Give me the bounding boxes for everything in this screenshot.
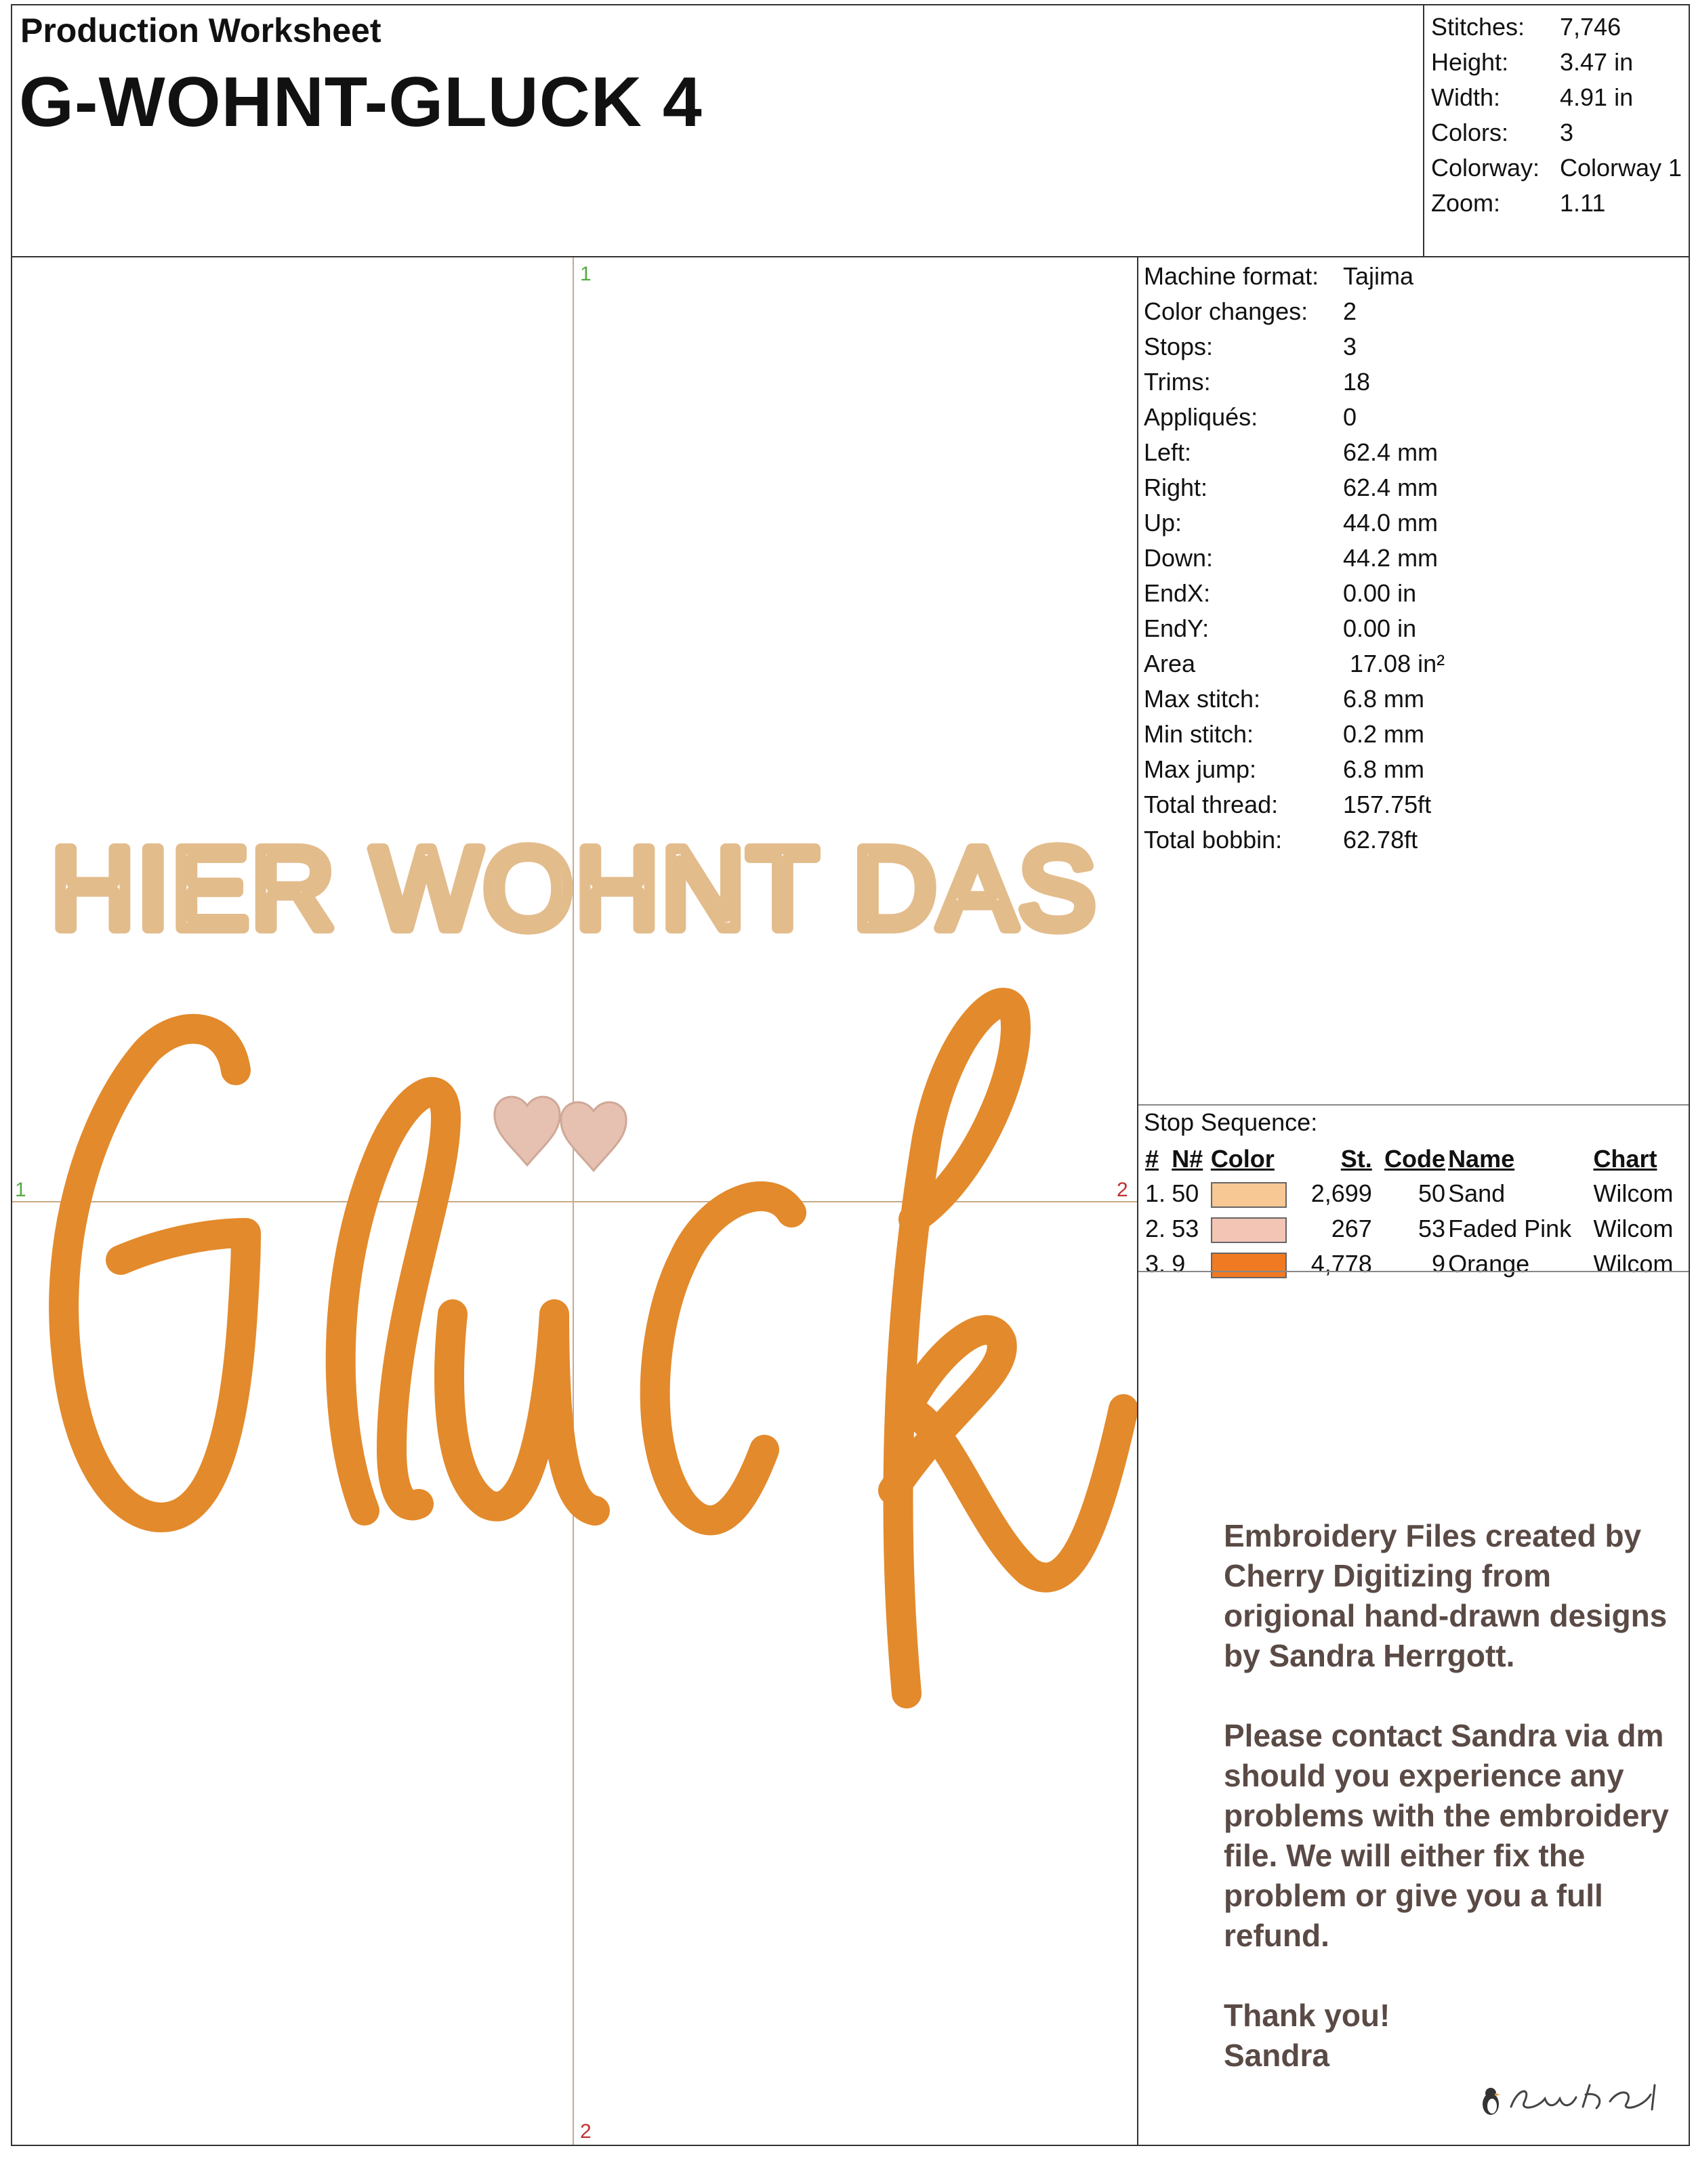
stat-row	[1138, 541, 1689, 576]
stop-code: 53	[1418, 1215, 1446, 1242]
stop-thread-number: 50	[1172, 1179, 1199, 1207]
summary-value: 4.91 in	[1560, 83, 1634, 111]
summary-row	[1424, 9, 1691, 45]
stat-row	[1138, 646, 1689, 681]
design-name-title: G-WOHNT-GLUCK 4	[19, 63, 703, 142]
embroidery-script-word	[64, 1003, 1123, 1694]
stat-row	[1138, 294, 1689, 329]
stat-key: Down:	[1144, 544, 1214, 572]
stat-value: 0	[1343, 403, 1357, 431]
stat-row	[1138, 681, 1689, 717]
stat-key: Min stitch:	[1144, 720, 1254, 748]
summary-value: 7,746	[1560, 13, 1621, 41]
stat-value: 6.8 mm	[1343, 685, 1425, 713]
script-letter-c	[655, 1196, 791, 1520]
stat-row	[1138, 364, 1689, 400]
heart-icon	[561, 1102, 626, 1171]
stop-sequence-column-header: St.	[1340, 1145, 1372, 1173]
summary-key: Colorway:	[1431, 154, 1540, 182]
stat-key: Total thread:	[1144, 791, 1279, 818]
stop-thread-number: 53	[1172, 1215, 1199, 1242]
stat-key: Right:	[1144, 474, 1208, 501]
stat-value: 44.2 mm	[1343, 544, 1439, 572]
stat-row	[1138, 329, 1689, 364]
summary-row	[1424, 115, 1691, 150]
axis-label-top: 1	[580, 263, 592, 285]
design-preview-svg	[12, 257, 1137, 2145]
design-summary-panel	[1423, 5, 1691, 257]
stat-row	[1138, 822, 1689, 858]
stop-stitch-count: 2,699	[1310, 1179, 1372, 1207]
note-signoff: Sandra	[1224, 2038, 1329, 2073]
stat-key: Up:	[1144, 509, 1182, 537]
axis-label-right: 2	[1117, 1179, 1128, 1201]
stop-sequence-column-header: Color	[1210, 1145, 1275, 1173]
stat-value: 0.2 mm	[1343, 720, 1425, 748]
stat-row	[1138, 717, 1689, 752]
stat-key: Left:	[1144, 438, 1192, 466]
stop-sequence-label: Stop Sequence:	[1138, 1104, 1689, 1137]
embroidery-top-text: HIER WOHNT DAS	[51, 824, 1098, 953]
stop-sequence-column-header: Name	[1448, 1145, 1515, 1173]
author-note	[1224, 1516, 1671, 2076]
summary-row	[1424, 150, 1691, 186]
summary-row	[1424, 45, 1691, 80]
stop-color-swatch-cell	[1210, 1211, 1300, 1246]
stat-value: 6.8 mm	[1343, 755, 1425, 783]
script-letter-g	[64, 1029, 246, 1517]
stop-index: 1.	[1145, 1179, 1166, 1207]
summary-value: Colorway 1	[1560, 154, 1682, 182]
worksheet-subtitle: Production Worksheet	[20, 12, 381, 49]
stat-value: 62.4 mm	[1343, 438, 1439, 466]
divider	[1138, 1271, 1689, 1272]
heart-icon	[495, 1097, 560, 1165]
stat-value: 2	[1343, 297, 1357, 325]
stat-value: 62.4 mm	[1343, 474, 1439, 501]
stop-chart: Wilcom	[1593, 1215, 1674, 1242]
worksheet-header	[11, 4, 1690, 257]
stop-sequence-row	[1144, 1176, 1687, 1211]
summary-key: Width:	[1431, 83, 1501, 111]
stat-key: Total bobbin:	[1144, 826, 1283, 854]
stop-code: 50	[1418, 1179, 1446, 1207]
stop-color-swatch-cell	[1210, 1176, 1300, 1211]
axis-label-bottom: 2	[580, 2120, 592, 2143]
stop-stitch-count: 267	[1331, 1215, 1372, 1242]
script-letter-k	[893, 1003, 1123, 1694]
script-letter-l	[341, 1092, 446, 1511]
stat-key: Max jump:	[1144, 755, 1257, 783]
stat-value: 0.00 in	[1343, 614, 1417, 642]
summary-row	[1424, 80, 1691, 115]
stat-key: Max stitch:	[1144, 685, 1261, 713]
stat-key: Stops:	[1144, 333, 1214, 360]
stat-key: Area	[1144, 650, 1196, 677]
stat-key: Appliqués:	[1144, 403, 1258, 431]
summary-key: Stitches:	[1431, 13, 1525, 41]
stat-value: 44.0 mm	[1343, 509, 1439, 537]
stat-value: 18	[1343, 368, 1371, 396]
note-thanks: Thank you!	[1224, 1998, 1390, 2033]
stat-value: 0.00 in	[1343, 579, 1417, 607]
stop-color-swatch-cell	[1210, 1246, 1300, 1282]
stop-code: 9	[1432, 1250, 1446, 1278]
summary-key: Zoom:	[1431, 189, 1501, 217]
stat-value: 62.78ft	[1343, 826, 1418, 854]
stat-key: EndY:	[1144, 614, 1210, 642]
stat-key: Machine format:	[1144, 262, 1319, 290]
stat-row	[1138, 470, 1689, 505]
note-paragraph-credit: Embroidery Files created by Cherry Digitizing from origional hand-drawn designs by Sandra Herrgott.	[1224, 1518, 1668, 1673]
stat-value: 157.75ft	[1343, 791, 1432, 818]
summary-key: Height:	[1431, 48, 1509, 76]
stop-color-name: Faded Pink	[1448, 1215, 1572, 1242]
summary-row	[1424, 186, 1691, 221]
stop-stitch-count: 4,778	[1310, 1250, 1372, 1278]
stop-index: 2.	[1145, 1215, 1166, 1242]
stop-sequence-row	[1144, 1211, 1687, 1246]
stop-sequence-column-header: Chart	[1593, 1145, 1657, 1173]
color-swatch	[1211, 1217, 1287, 1243]
stat-row	[1138, 611, 1689, 646]
heart-icons-pair	[495, 1097, 626, 1171]
stat-value: 17.08 in²	[1343, 650, 1445, 677]
stop-chart: Wilcom	[1593, 1250, 1674, 1278]
stat-key: Trims:	[1144, 368, 1211, 396]
design-preview-canvas	[11, 256, 1138, 2146]
stop-color-name: Orange	[1448, 1250, 1530, 1278]
axis-label-left: 1	[15, 1179, 26, 1201]
summary-value: 3.47 in	[1560, 48, 1634, 76]
stats-list	[1138, 259, 1689, 858]
stop-sequence-table	[1144, 1142, 1687, 1282]
stop-index: 3.	[1145, 1250, 1166, 1278]
stat-row	[1138, 435, 1689, 470]
summary-value: 1.11	[1560, 189, 1606, 217]
stop-sequence-row	[1144, 1246, 1687, 1282]
stat-row	[1138, 752, 1689, 787]
stat-row	[1138, 400, 1689, 435]
stat-row	[1138, 505, 1689, 541]
note-paragraph-contact: Please contact Sandra via dm should you experience any problems with the embroidery file. We will either fix the problem or give you a full refund.	[1224, 1718, 1669, 1953]
stop-sequence-column-header: #	[1145, 1145, 1159, 1173]
stop-chart: Wilcom	[1593, 1179, 1674, 1207]
stat-key: Color changes:	[1144, 297, 1308, 325]
stat-row	[1138, 259, 1689, 294]
stat-value: Tajima	[1343, 262, 1414, 290]
color-swatch	[1211, 1182, 1287, 1208]
penguin-icon	[1483, 2088, 1500, 2115]
stop-sequence-column-header: Code	[1384, 1145, 1446, 1173]
summary-value: 3	[1560, 119, 1574, 146]
stat-key: EndX:	[1144, 579, 1211, 607]
stat-value: 3	[1343, 333, 1357, 360]
stop-sequence-column-header: N#	[1172, 1145, 1203, 1173]
stat-row	[1138, 576, 1689, 611]
stat-row	[1138, 787, 1689, 822]
color-swatch	[1211, 1253, 1287, 1278]
stop-thread-number: 9	[1172, 1250, 1186, 1278]
stop-color-name: Sand	[1448, 1179, 1506, 1207]
author-signature-logo	[1477, 2074, 1667, 2122]
stop-sequence-header-row	[1144, 1142, 1687, 1176]
summary-key: Colors:	[1431, 119, 1509, 146]
